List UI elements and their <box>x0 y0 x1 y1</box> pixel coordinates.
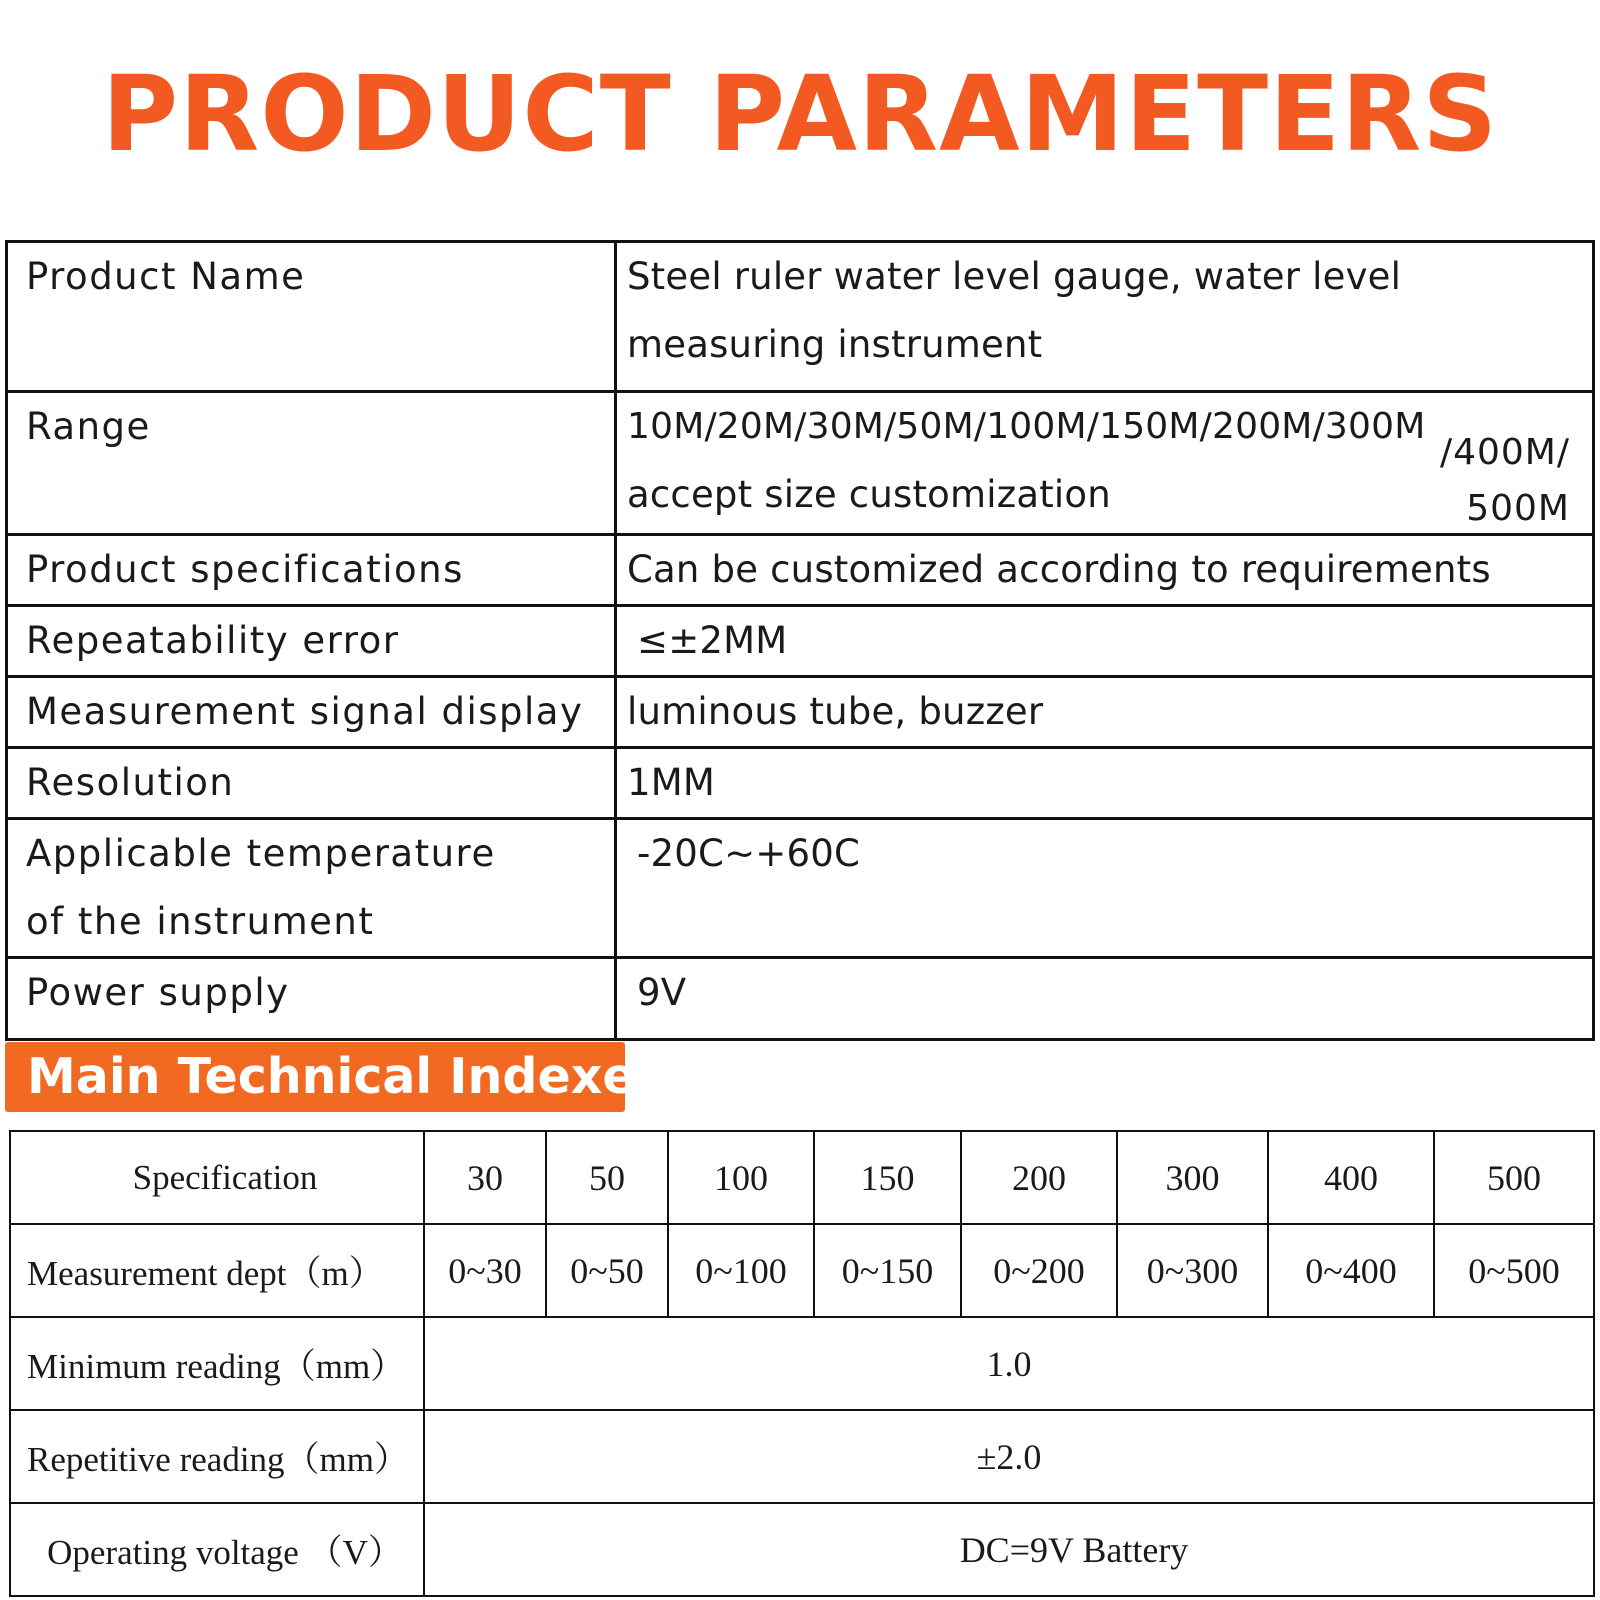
spec-cell: 500 <box>1434 1131 1594 1224</box>
repetitive-label: Repetitive reading（mm） <box>10 1410 424 1503</box>
resolution-label: Resolution <box>7 748 616 819</box>
range-value-line2: accept size customization <box>627 473 1111 516</box>
param-label <box>7 392 616 535</box>
depth-cell: 0~300 <box>1117 1224 1268 1317</box>
tech-row-voltage <box>10 1503 1594 1596</box>
range-value-line1: 10M/20M/30M/50M/100M/150M/200M/300M <box>627 406 1426 447</box>
min-reading-value: 1.0 <box>424 1317 1594 1410</box>
param-label <box>7 242 616 392</box>
param-row-product-name <box>7 242 1594 392</box>
spec-cell: 50 <box>546 1131 668 1224</box>
spec-cell: 100 <box>668 1131 814 1224</box>
product-parameters-table <box>5 240 1595 1041</box>
range-extra-line2: 500M <box>1466 488 1570 529</box>
param-value <box>616 392 1594 535</box>
voltage-label: Operating voltage （V） <box>10 1503 424 1596</box>
power-supply-label: Power supply <box>7 958 616 1040</box>
tech-row-repetitive <box>10 1410 1594 1503</box>
tech-row-min-reading <box>10 1317 1594 1410</box>
temperature-label-line2: of the instrument <box>26 900 375 943</box>
temperature-label-line1: Applicable temperature <box>26 832 496 875</box>
depth-cell: 0~500 <box>1434 1224 1594 1317</box>
tech-row-depth <box>10 1224 1594 1317</box>
param-row-specifications <box>7 535 1594 606</box>
param-label <box>7 819 616 958</box>
depth-cell: 0~50 <box>546 1224 668 1317</box>
depth-cell: 0~100 <box>668 1224 814 1317</box>
depth-cell: 0~400 <box>1268 1224 1434 1317</box>
tech-row-specification <box>10 1131 1594 1224</box>
voltage-value: DC=9V Battery <box>424 1503 1594 1596</box>
specifications-label: Product specifications <box>7 535 616 606</box>
repeatability-value: ≤±2MM <box>616 606 1594 677</box>
technical-indexes-table <box>9 1130 1595 1597</box>
param-row-signal-display <box>7 677 1594 748</box>
depth-cell: 0~150 <box>814 1224 961 1317</box>
product-name-label: Product Name <box>26 255 306 298</box>
spec-cell: 150 <box>814 1131 961 1224</box>
param-row-temperature <box>7 819 1594 958</box>
depth-label: Measurement dept（m） <box>10 1224 424 1317</box>
spec-cell: 200 <box>961 1131 1117 1224</box>
depth-cell: 0~30 <box>424 1224 546 1317</box>
range-value <box>627 393 1592 529</box>
repetitive-value: ±2.0 <box>424 1410 1594 1503</box>
min-reading-label: Minimum reading（mm） <box>10 1317 424 1410</box>
temperature-value: -20C~+60C <box>616 819 1594 958</box>
section-banner: Main Technical Indexes <box>5 1042 625 1112</box>
power-supply-value: 9V <box>616 958 1594 1040</box>
specifications-value: Can be customized according to requirements <box>616 535 1594 606</box>
param-row-repeatability <box>7 606 1594 677</box>
page-title: PRODUCT PARAMETERS <box>101 53 1499 175</box>
range-extra-line1: /400M/ <box>1439 432 1570 473</box>
product-name-value-line1: Steel ruler water level gauge, water level <box>627 255 1402 298</box>
range-label: Range <box>26 405 151 448</box>
spec-cell: 300 <box>1117 1131 1268 1224</box>
param-row-resolution <box>7 748 1594 819</box>
signal-display-label: Measurement signal display <box>7 677 616 748</box>
resolution-value: 1MM <box>616 748 1594 819</box>
param-value <box>616 242 1594 392</box>
signal-display-value: luminous tube, buzzer <box>616 677 1594 748</box>
spec-cell: 30 <box>424 1131 546 1224</box>
product-name-value-line2: measuring instrument <box>627 323 1043 366</box>
spec-cell: 400 <box>1268 1131 1434 1224</box>
range-value-extra <box>1440 425 1570 535</box>
param-row-power-supply <box>7 958 1594 1040</box>
repeatability-label: Repeatability error <box>7 606 616 677</box>
specification-label: Specification <box>10 1131 424 1224</box>
depth-cell: 0~200 <box>961 1224 1117 1317</box>
param-row-range <box>7 392 1594 535</box>
